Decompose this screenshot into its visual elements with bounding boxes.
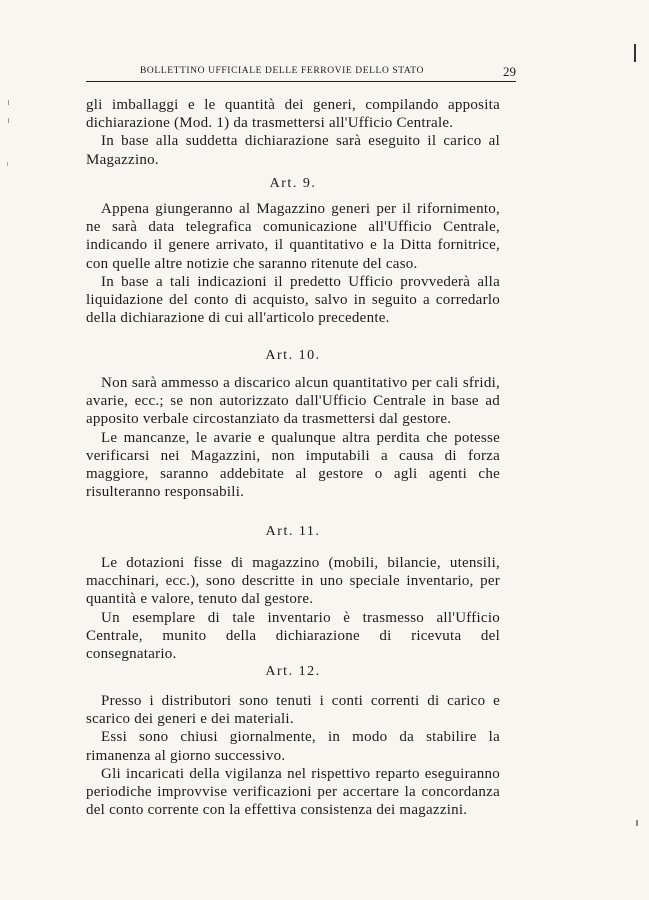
article-heading-9: Art. 9.: [269, 176, 317, 191]
continuation-block: [86, 96, 500, 169]
article-body-12: [86, 692, 500, 819]
header-title: BOLLETTINO UFFICIALE DELLE FERROVIE DELLO STATO: [140, 66, 425, 76]
paragraph: Presso i distributori sono tenuti i conti correnti di carico e scarico dei generi e dei materiali.: [86, 693, 500, 728]
scan-speck: [8, 118, 9, 123]
article-body-11: [86, 554, 500, 663]
scan-speck: [636, 820, 638, 826]
paragraph: In base a tali indicazioni il predetto Ufficio provvederà alla liquidazione del conto di acquisto, salvo in seguito a corredarlo della dichiarazione di cui all'articolo precedente.: [86, 273, 500, 327]
scan-speck: [634, 44, 636, 62]
scan-speck: [7, 162, 8, 166]
paragraph: Non sarà ammesso a discarico alcun quantitativo per cali sfridi, avarie, ecc.; se non autorizzato dall'Ufficio Centrale in base ad apposito verbale circostanziato da trasmettersi dal gestore.: [86, 375, 500, 428]
running-header: [86, 64, 516, 82]
paragraph: gli imballaggi e le quantità dei generi, compilando apposita dichiarazione (Mod. 1) da trasmettersi all'Ufficio Centrale.: [86, 97, 500, 132]
article-body-9: [86, 200, 500, 327]
paragraph: Un esemplare di tale inventario è trasmesso all'Ufficio Centrale, munito della dichiarazione di ricevuta del consegnatario.: [86, 609, 500, 663]
page-number: 29: [503, 64, 516, 79]
article-body-10: [86, 374, 500, 501]
article-heading-10: Art. 10.: [265, 348, 321, 363]
paragraph: In base alla suddetta dichiarazione sarà eseguito il carico al Magazzino.: [86, 133, 500, 168]
paragraph: Appena giungeranno al Magazzino generi per il rifornimento, ne sarà data telegrafica comunicazione all'Ufficio Centrale, indicando il genere arrivato, il quantitativo e la Ditta fornitrice, con quelle altre notizie che saranno ritenute del caso.: [86, 201, 500, 272]
article-heading-12: Art. 12.: [265, 664, 321, 679]
scan-speck: [8, 100, 9, 105]
paragraph: Essi sono chiusi giornalmente, in modo da stabilire la rimanenza al giorno successivo.: [86, 729, 500, 764]
paragraph: Le mancanze, le avarie e qualunque altra perdita che potesse verificarsi nei Magazzini, non imputabili a causa di forza maggiore, saranno addebitate al gestore o agli agenti che risulteranno responsabili.: [86, 429, 500, 501]
article-heading-11: Art. 11.: [265, 524, 321, 539]
paragraph: Gli incaricati della vigilanza nel rispettivo reparto eseguiranno periodiche improvvise verificazioni per accertare la concordanza del conto corrente con la effettiva consistenza dei magazzini.: [86, 765, 500, 819]
paragraph: Le dotazioni fisse di magazzino (mobili, bilancie, utensili, macchinari, ecc.), sono descritte in uno speciale inventario, per quantità e valore, tenuto dal gestore.: [86, 555, 500, 608]
